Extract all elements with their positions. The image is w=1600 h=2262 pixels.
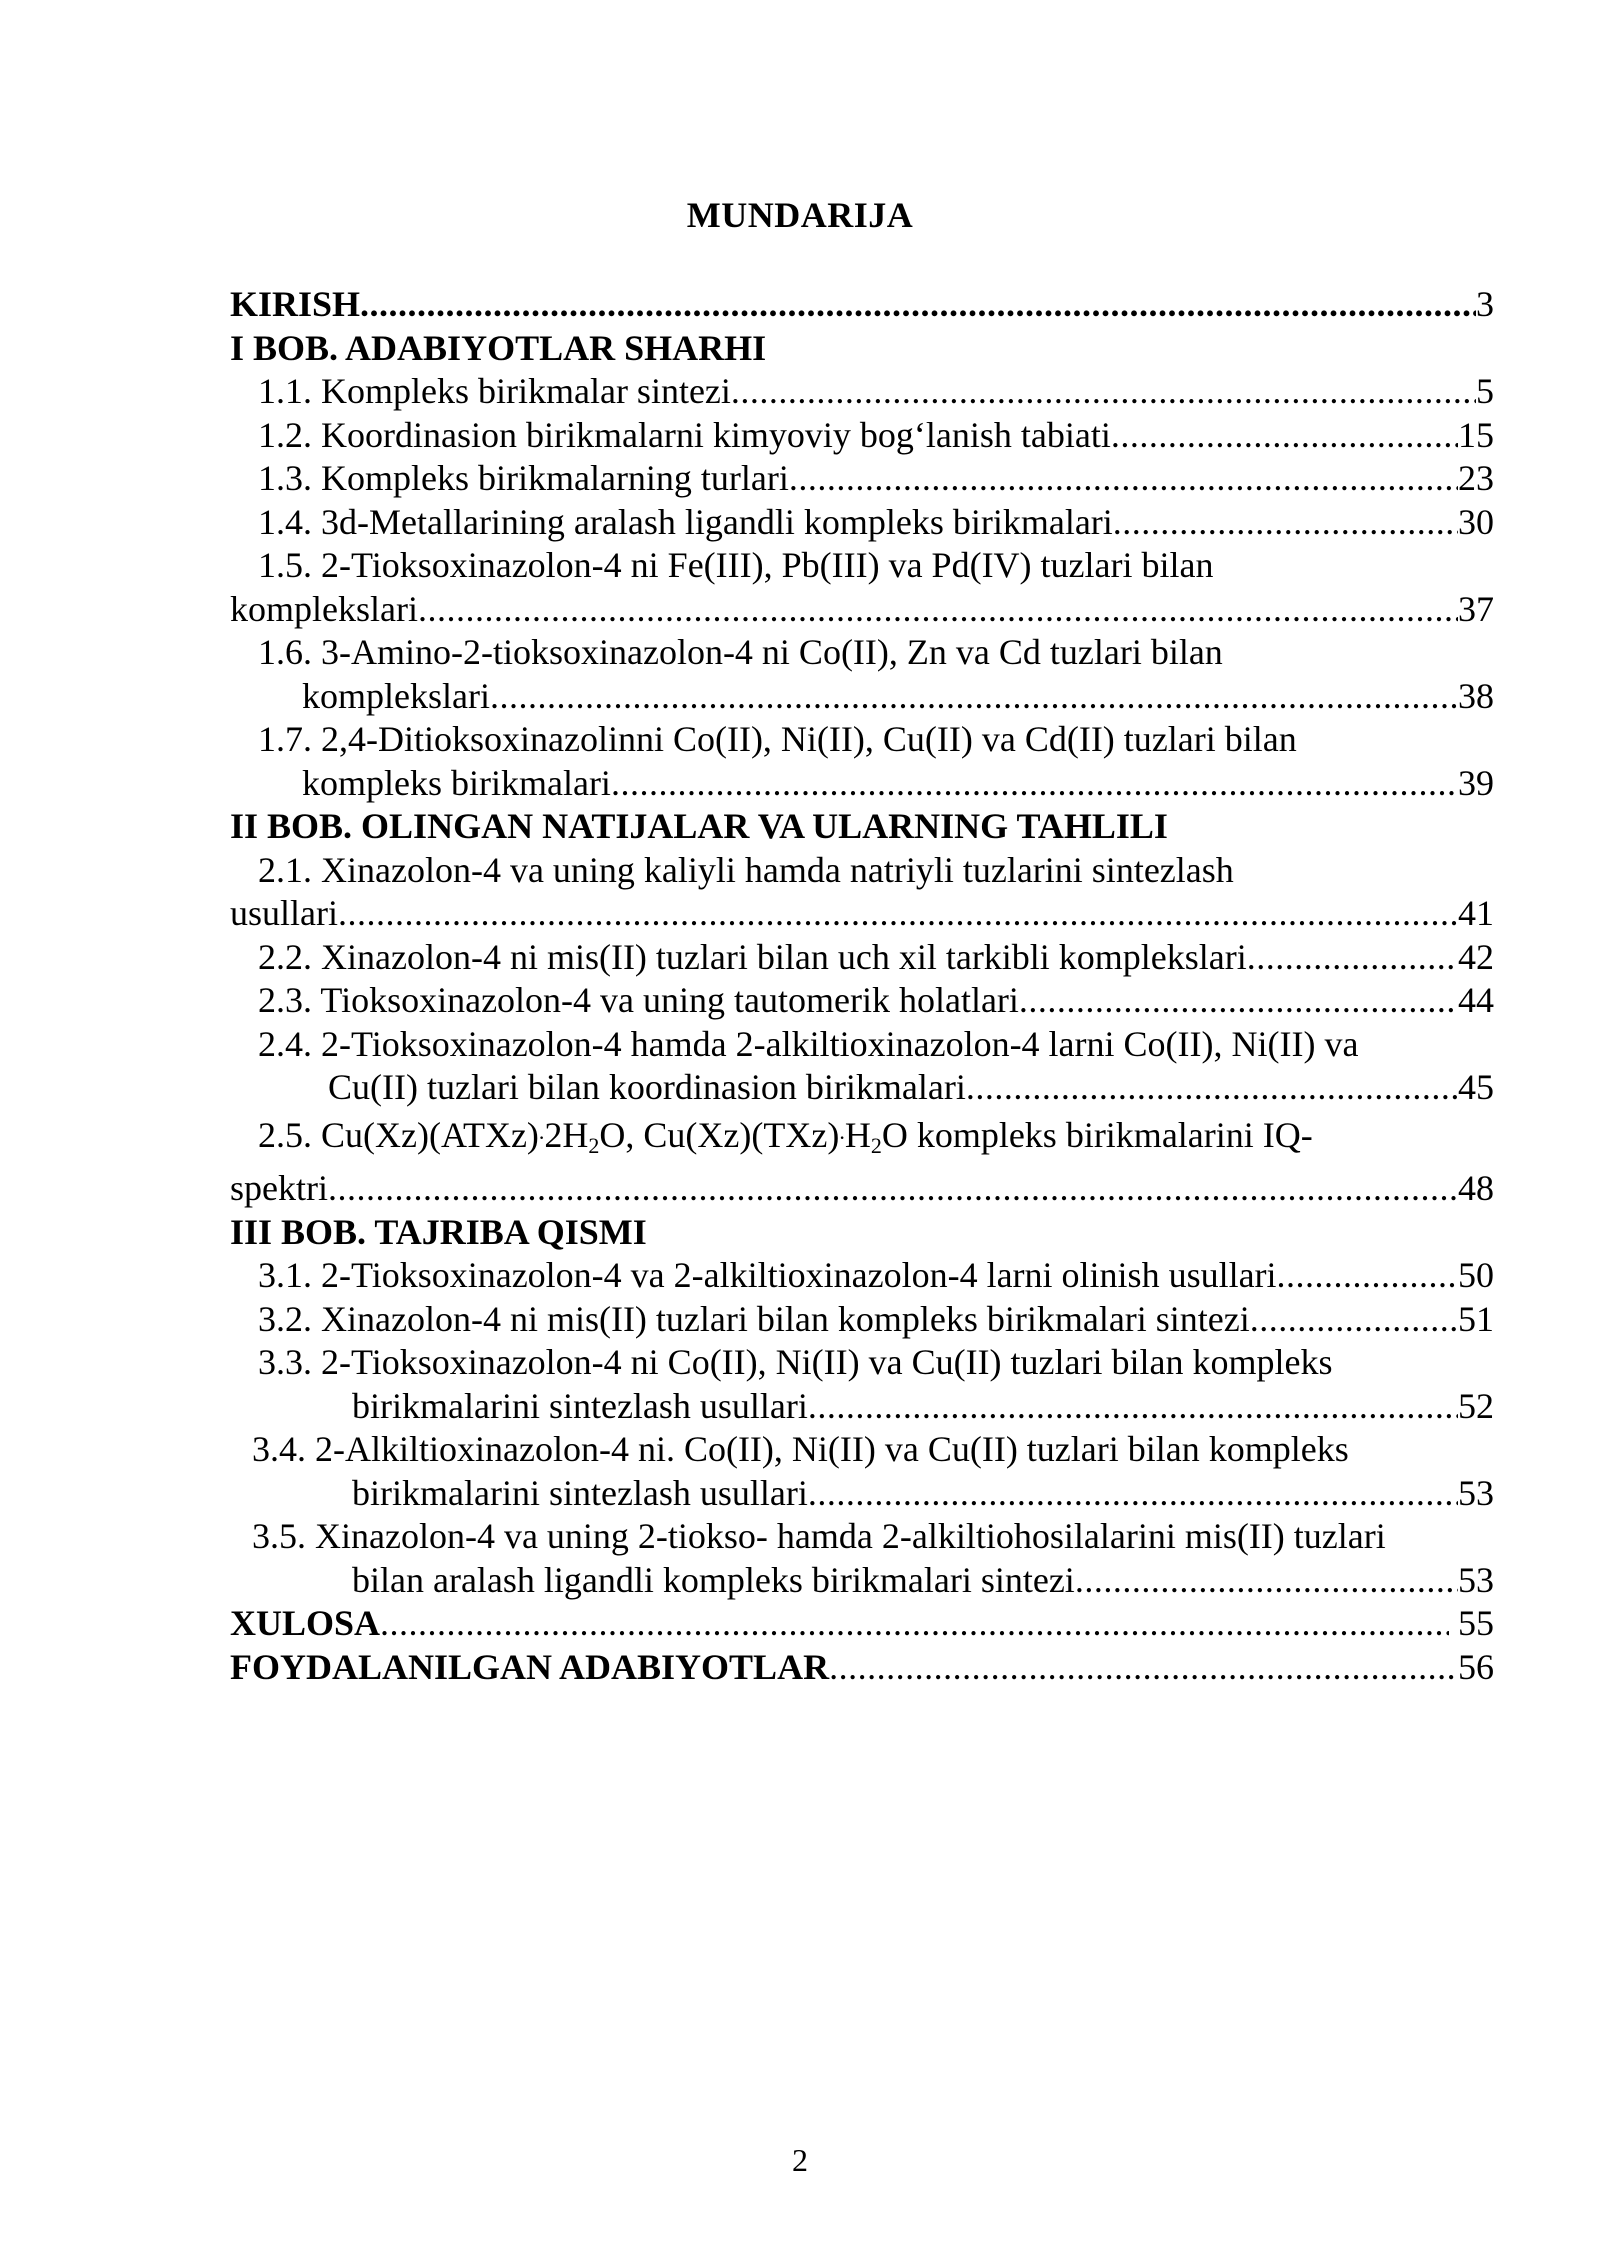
toc-label: KIRISH — [230, 284, 361, 324]
toc-leader-dots — [1247, 936, 1458, 980]
toc-label: komplekslari — [302, 675, 490, 716]
toc-label: 2.2. Xinazolon-4 ni mis(II) tuzlari bilan uch xil tarkibli komplekslari — [258, 936, 1247, 977]
toc-page-number: 56 — [1458, 1646, 1494, 1687]
toc-entry-1-7-line2[interactable] — [230, 762, 1494, 806]
toc-leader-dots — [1113, 501, 1458, 545]
formula-subscript: 2 — [588, 1132, 600, 1158]
toc-page-number: 38 — [1458, 675, 1494, 716]
toc-label: Cu(II) tuzlari bilan koordinasion birikmalari — [328, 1067, 966, 1107]
toc-entry-3-4-line2[interactable] — [230, 1472, 1494, 1516]
toc-entry-3-4-line1[interactable]: 3.4. 2-Alkiltioxinazolon-4 ni. Co(II), Ni(II) va Cu(II) tuzlari bilan kompleks — [252, 1429, 1349, 1469]
toc-leader-dots — [418, 588, 1458, 632]
toc-entry-3-3-line1[interactable]: 3.3. 2-Tioksoxinazolon-4 ni Co(II), Ni(II) va Cu(II) tuzlari bilan kompleks — [258, 1342, 1333, 1382]
toc-leader-dots — [611, 762, 1458, 806]
toc-label: XULOSA — [230, 1603, 381, 1643]
toc-entry-adabiyotlar[interactable] — [230, 1646, 1494, 1690]
toc-entry-2-1-line2[interactable] — [230, 892, 1494, 936]
toc-label: 3.1. 2-Tioksoxinazolon-4 va 2-alkiltioxinazolon-4 larni olinish usullari — [258, 1255, 1277, 1295]
toc-leader-dots — [808, 1385, 1458, 1429]
toc-entry-kirish[interactable] — [230, 283, 1494, 327]
toc-label: 1.2. Koordinasion birikmalarni kimyoviy bog‘lanish tabiati — [258, 414, 1111, 455]
toc-page-number: 42 — [1458, 936, 1494, 977]
formula-subscript: 2 — [870, 1132, 882, 1158]
toc-page-number: 51 — [1458, 1298, 1494, 1339]
toc-entry-1-1[interactable] — [230, 370, 1494, 414]
toc-chapter-2[interactable]: II BOB. OLINGAN NATIJALAR VA ULARNING TAHLILI — [230, 806, 1168, 846]
toc-entry-1-4[interactable] — [230, 501, 1494, 545]
toc-page-number: 53 — [1458, 1472, 1494, 1513]
toc-label: 1.1. Kompleks birikmalar sintezi — [258, 371, 731, 411]
toc-label: kompleks birikmalari — [302, 762, 611, 803]
toc-label: 1.3. Kompleks birikmalarning turlari — [258, 458, 789, 498]
toc-leader-dots — [1250, 1298, 1458, 1342]
toc-leader-dots — [1277, 1254, 1458, 1298]
toc-entry-1-2[interactable] — [230, 414, 1494, 458]
toc-page-number: 23 — [1458, 458, 1494, 498]
page-number: 2 — [792, 2142, 808, 2178]
formula-dot: . — [538, 1118, 545, 1144]
toc-page-number: 15 — [1458, 414, 1494, 455]
toc-entry-2-3[interactable] — [230, 979, 1494, 1023]
toc-leader-dots — [360, 283, 1476, 327]
toc-leader-dots — [966, 1066, 1458, 1110]
toc-entry-1-7-line1[interactable]: 1.7. 2,4-Ditioksoxinazolinni Co(II), Ni(II), Cu(II) va Cd(II) tuzlari bilan — [258, 719, 1297, 759]
toc-leader-dots — [338, 892, 1458, 936]
formula-dot: . — [839, 1118, 845, 1144]
toc-page-number: 3 — [1476, 284, 1494, 324]
toc-label: 3.2. Xinazolon-4 ni mis(II) tuzlari bilan kompleks birikmalari sintezi — [258, 1298, 1250, 1339]
toc-label: komplekslari — [230, 588, 418, 629]
formula-part: O, Cu(Xz)(TXz) — [599, 1114, 840, 1155]
toc-page-number: 45 — [1458, 1067, 1494, 1107]
toc-entry-3-3-line2[interactable] — [230, 1385, 1494, 1429]
page-title: MUNDARIJA — [686, 195, 914, 235]
toc-label: FOYDALANILGAN ADABIYOTLAR — [230, 1646, 830, 1687]
toc-leader-dots — [1019, 979, 1458, 1023]
toc-entry-2-4-line2[interactable] — [230, 1066, 1494, 1110]
toc-leader-dots — [490, 675, 1458, 719]
toc-entry-1-5-line2[interactable] — [230, 588, 1494, 632]
toc-leader-dots — [808, 1472, 1458, 1516]
toc-entry-1-3[interactable] — [230, 457, 1494, 501]
toc-entry-2-5-line1[interactable] — [230, 1110, 1494, 1168]
formula-part: 2.5. Cu(Xz)(ATXz) — [258, 1114, 539, 1155]
toc-page-number: 30 — [1458, 501, 1494, 542]
toc-entry-2-1-line1[interactable]: 2.1. Xinazolon-4 va uning kaliyli hamda natriyli tuzlarini sintezlash — [258, 849, 1234, 890]
table-of-contents — [230, 283, 1494, 1689]
toc-label: birikmalarini sintezlash usullari — [352, 1385, 808, 1426]
toc-entry-2-5-line2[interactable] — [230, 1167, 1494, 1211]
toc-page-number: 48 — [1458, 1168, 1494, 1208]
toc-page-number: 44 — [1458, 980, 1494, 1020]
toc-chapter-1[interactable]: I BOB. ADABIYOTLAR SHARHI — [230, 327, 767, 368]
toc-page-number: 39 — [1458, 762, 1494, 803]
toc-entry-2-4-line1[interactable]: 2.4. 2-Tioksoxinazolon-4 hamda 2-alkiltioxinazolon-4 larni Co(II), Ni(II) va — [258, 1023, 1359, 1064]
toc-page-number: 53 — [1458, 1559, 1494, 1600]
toc-page-number: 37 — [1458, 588, 1494, 629]
toc-page-number: 50 — [1458, 1255, 1494, 1295]
toc-leader-dots — [1111, 414, 1458, 458]
formula-part: 2H — [544, 1114, 589, 1155]
toc-chapter-3[interactable]: III BOB. TAJRIBA QISMI — [230, 1211, 647, 1252]
toc-leader-dots — [380, 1602, 1449, 1646]
toc-entry-1-6-line2[interactable] — [230, 675, 1494, 719]
formula-part: H — [844, 1114, 871, 1155]
toc-leader-dots — [1075, 1559, 1458, 1603]
toc-label: spektri — [230, 1168, 328, 1208]
toc-label: birikmalarini sintezlash usullari — [352, 1472, 808, 1513]
toc-page-number: 41 — [1458, 893, 1494, 933]
formula-part: O kompleks birikmalarini IQ- — [881, 1114, 1313, 1155]
toc-page-number: 55 — [1449, 1603, 1494, 1643]
toc-page-number: 52 — [1458, 1385, 1494, 1426]
toc-entry-xulosa[interactable] — [230, 1602, 1494, 1646]
toc-entry-3-5-line2[interactable] — [230, 1559, 1494, 1603]
toc-label: bilan aralash ligandli kompleks birikmalari sintezi — [352, 1559, 1075, 1600]
toc-entry-1-6-line1[interactable]: 1.6. 3-Amino-2-tioksoxinazolon-4 ni Co(II), Zn va Cd tuzlari bilan — [258, 632, 1223, 672]
toc-label: 1.4. 3d-Metallarining aralash ligandli kompleks birikmalari — [258, 501, 1113, 542]
toc-leader-dots — [789, 457, 1458, 501]
toc-entry-3-2[interactable] — [230, 1298, 1494, 1342]
toc-leader-dots — [829, 1646, 1458, 1690]
toc-entry-1-5-line1[interactable]: 1.5. 2-Tioksoxinazolon-4 ni Fe(III), Pb(III) va Pd(IV) tuzlari bilan — [258, 545, 1214, 585]
toc-entry-2-2[interactable] — [230, 936, 1494, 980]
toc-entry-3-1[interactable] — [230, 1254, 1494, 1298]
toc-leader-dots — [731, 370, 1476, 414]
toc-page-number: 5 — [1476, 371, 1494, 411]
toc-label: usullari — [230, 893, 338, 933]
toc-label: 2.3. Tioksoxinazolon-4 va uning tautomerik holatlari — [258, 980, 1019, 1020]
toc-leader-dots — [328, 1167, 1458, 1211]
toc-entry-3-5-line1[interactable]: 3.5. Xinazolon-4 va uning 2-tiokso- hamda 2-alkiltiohosilalarini mis(II) tuzlari — [252, 1516, 1386, 1556]
